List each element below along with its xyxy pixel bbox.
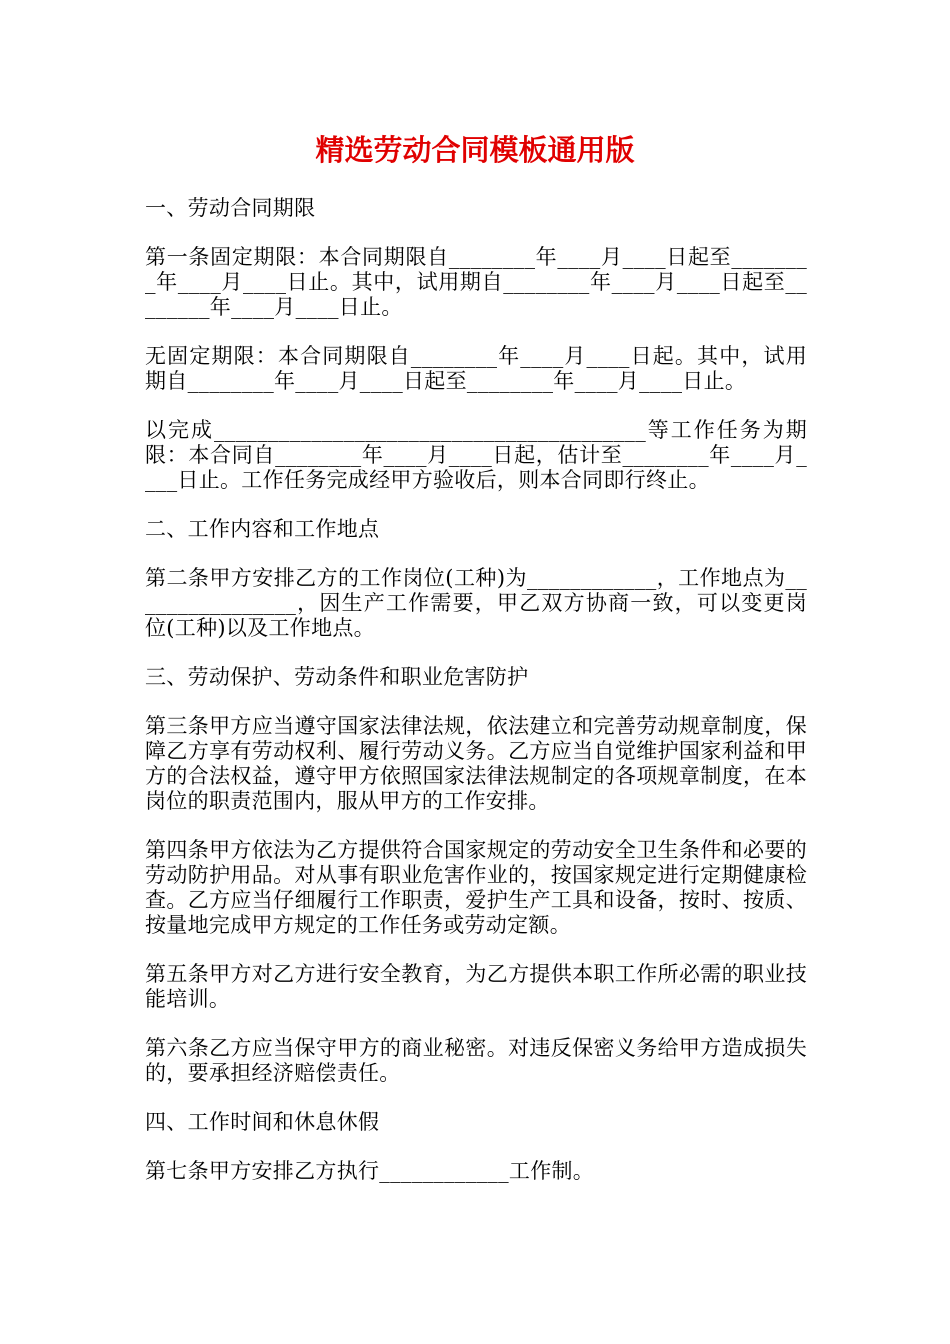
article-2: 第二条甲方安排乙方的工作岗位(工种)为____________，工作地点为________________，因生产工作需要，甲乙双方协商一致，可以变更岗位(工种)以及工作地点。 [145,566,807,640]
section-heading-work: 二、工作内容和工作地点 [145,517,380,541]
article-6: 第六条乙方应当保守甲方的商业秘密。对违反保密义务给甲方造成损失的，要承担经济赔偿责任。 [145,1036,807,1085]
article-3: 第三条甲方应当遵守国家法律法规，依法建立和完善劳动规章制度，保障乙方享有劳动权利、履行劳动义务。乙方应当自觉维护国家利益和甲方的合法权益，遵守甲方依照国家法律法规制定的各项规章制度，在本岗位的职责范围内，服从甲方的工作安排。 [145,714,807,813]
section-heading-protection: 三、劳动保护、劳动条件和职业危害防护 [145,665,529,689]
open-ended-term: 无固定期限：本合同期限自________年____月____日起。其中，试用期自________年____月____日起至________年____月____日止。 [145,344,807,393]
article-5: 第五条甲方对乙方进行安全教育，为乙方提供本职工作所必需的职业技能培训。 [145,962,807,1011]
article-4: 第四条甲方依法为乙方提供符合国家规定的劳动安全卫生条件和必要的劳动防护用品。对从事有职业危害作业的，按国家规定进行定期健康检查。乙方应当仔细履行工作职责，爱护生产工具和设备，按时、按质、按量地完成甲方规定的工作任务或劳动定额。 [145,838,807,937]
article-1-fixed-term: 第一条固定期限：本合同期限自________年____月____日起至________年____月____日止。其中，试用期自________年____月____日起至________年____月____日止。 [145,245,807,319]
section-heading-hours: 四、工作时间和休息休假 [145,1110,380,1134]
article-7: 第七条甲方安排乙方执行____________工作制。 [145,1159,595,1183]
document-title: 精选劳动合同模板通用版 [315,133,635,167]
task-based-term: 以完成________________________________________等工作任务为期限：本合同自________年____月____日起，估计至________年____月____日止。工作任务完成经甲方验收后，则本合同即行终止。 [145,418,807,492]
section-heading-term: 一、劳动合同期限 [145,196,316,220]
document-body [145,196,807,1208]
